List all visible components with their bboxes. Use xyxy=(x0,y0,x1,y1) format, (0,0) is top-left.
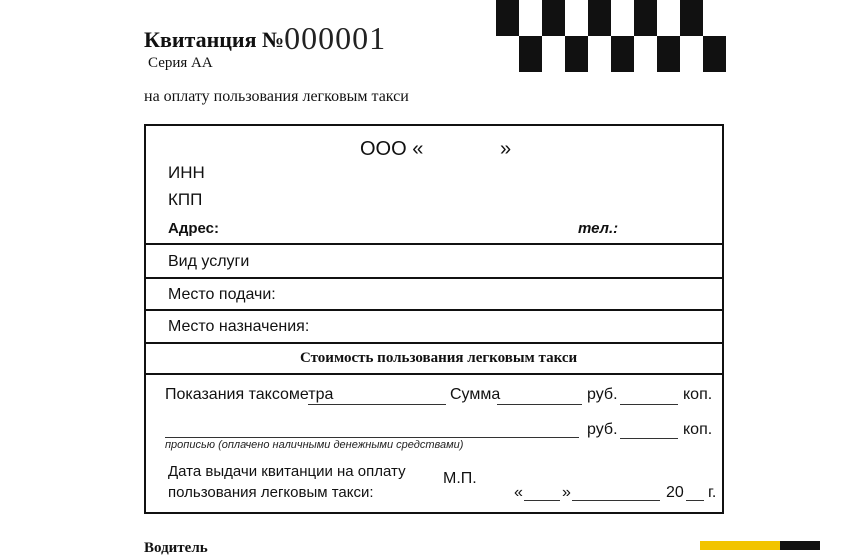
meter-reading-line xyxy=(308,404,446,405)
receipt-purpose: на оплату пользования легковым такси xyxy=(144,88,409,105)
stamp-label: М.П. xyxy=(443,470,477,487)
org-phone-label: тел.: xyxy=(578,220,619,237)
receipt-number: 000001 xyxy=(284,20,387,56)
meter-reading-label: Показания таксометра xyxy=(165,386,334,403)
date-quote-open: « xyxy=(514,484,523,501)
amount-words-hint: прописью (оплачено наличными денежными средствами) xyxy=(165,439,464,451)
year-prefix: 20 xyxy=(666,484,684,501)
sum-rub-line xyxy=(497,404,582,405)
divider-service-type xyxy=(144,277,724,279)
words-kop-line xyxy=(620,438,678,439)
divider-cost-heading xyxy=(144,373,724,375)
org-name-suffix: » xyxy=(500,138,512,160)
pickup-place-label: Место подачи: xyxy=(168,286,276,303)
date-year-line xyxy=(686,500,704,501)
issue-date-label-line2: пользования легковым такси: xyxy=(168,484,374,501)
driver-label: Водитель xyxy=(144,540,208,556)
receipt-title xyxy=(144,20,386,57)
sum-kop-line xyxy=(620,404,678,405)
kop-label-2: коп. xyxy=(683,421,713,438)
accent-black-block xyxy=(780,541,820,550)
amount-words-line xyxy=(165,437,579,438)
rub-label-2: руб. xyxy=(587,421,618,438)
rub-label-1: руб. xyxy=(587,386,618,403)
accent-yellow-block xyxy=(700,541,780,550)
kop-label-1: коп. xyxy=(683,386,713,403)
sum-label: Сумма xyxy=(450,386,501,403)
divider-pickup xyxy=(144,309,724,311)
divider-destination xyxy=(144,342,724,344)
date-quote-close: » xyxy=(562,484,571,501)
receipt-series: Серия АА xyxy=(148,55,213,71)
issue-date-label-line1: Дата выдачи квитанции на оплату xyxy=(168,463,406,480)
date-month-line xyxy=(572,500,660,501)
divider-org xyxy=(144,243,724,245)
taxi-checker-logo xyxy=(496,0,726,72)
cost-heading: Стоимость пользования легковым такси xyxy=(300,350,578,366)
org-name-prefix: ООО « xyxy=(360,138,424,160)
date-day-line xyxy=(524,500,560,501)
receipt-title-label: Квитанция № xyxy=(144,27,285,52)
org-address-label: Адрес: xyxy=(168,220,219,237)
destination-label: Место назначения: xyxy=(168,318,310,335)
org-kpp-label: КПП xyxy=(168,190,203,209)
org-inn-label: ИНН xyxy=(168,163,205,182)
service-type-label: Вид услуги xyxy=(168,253,250,270)
year-suffix: г. xyxy=(708,484,717,501)
